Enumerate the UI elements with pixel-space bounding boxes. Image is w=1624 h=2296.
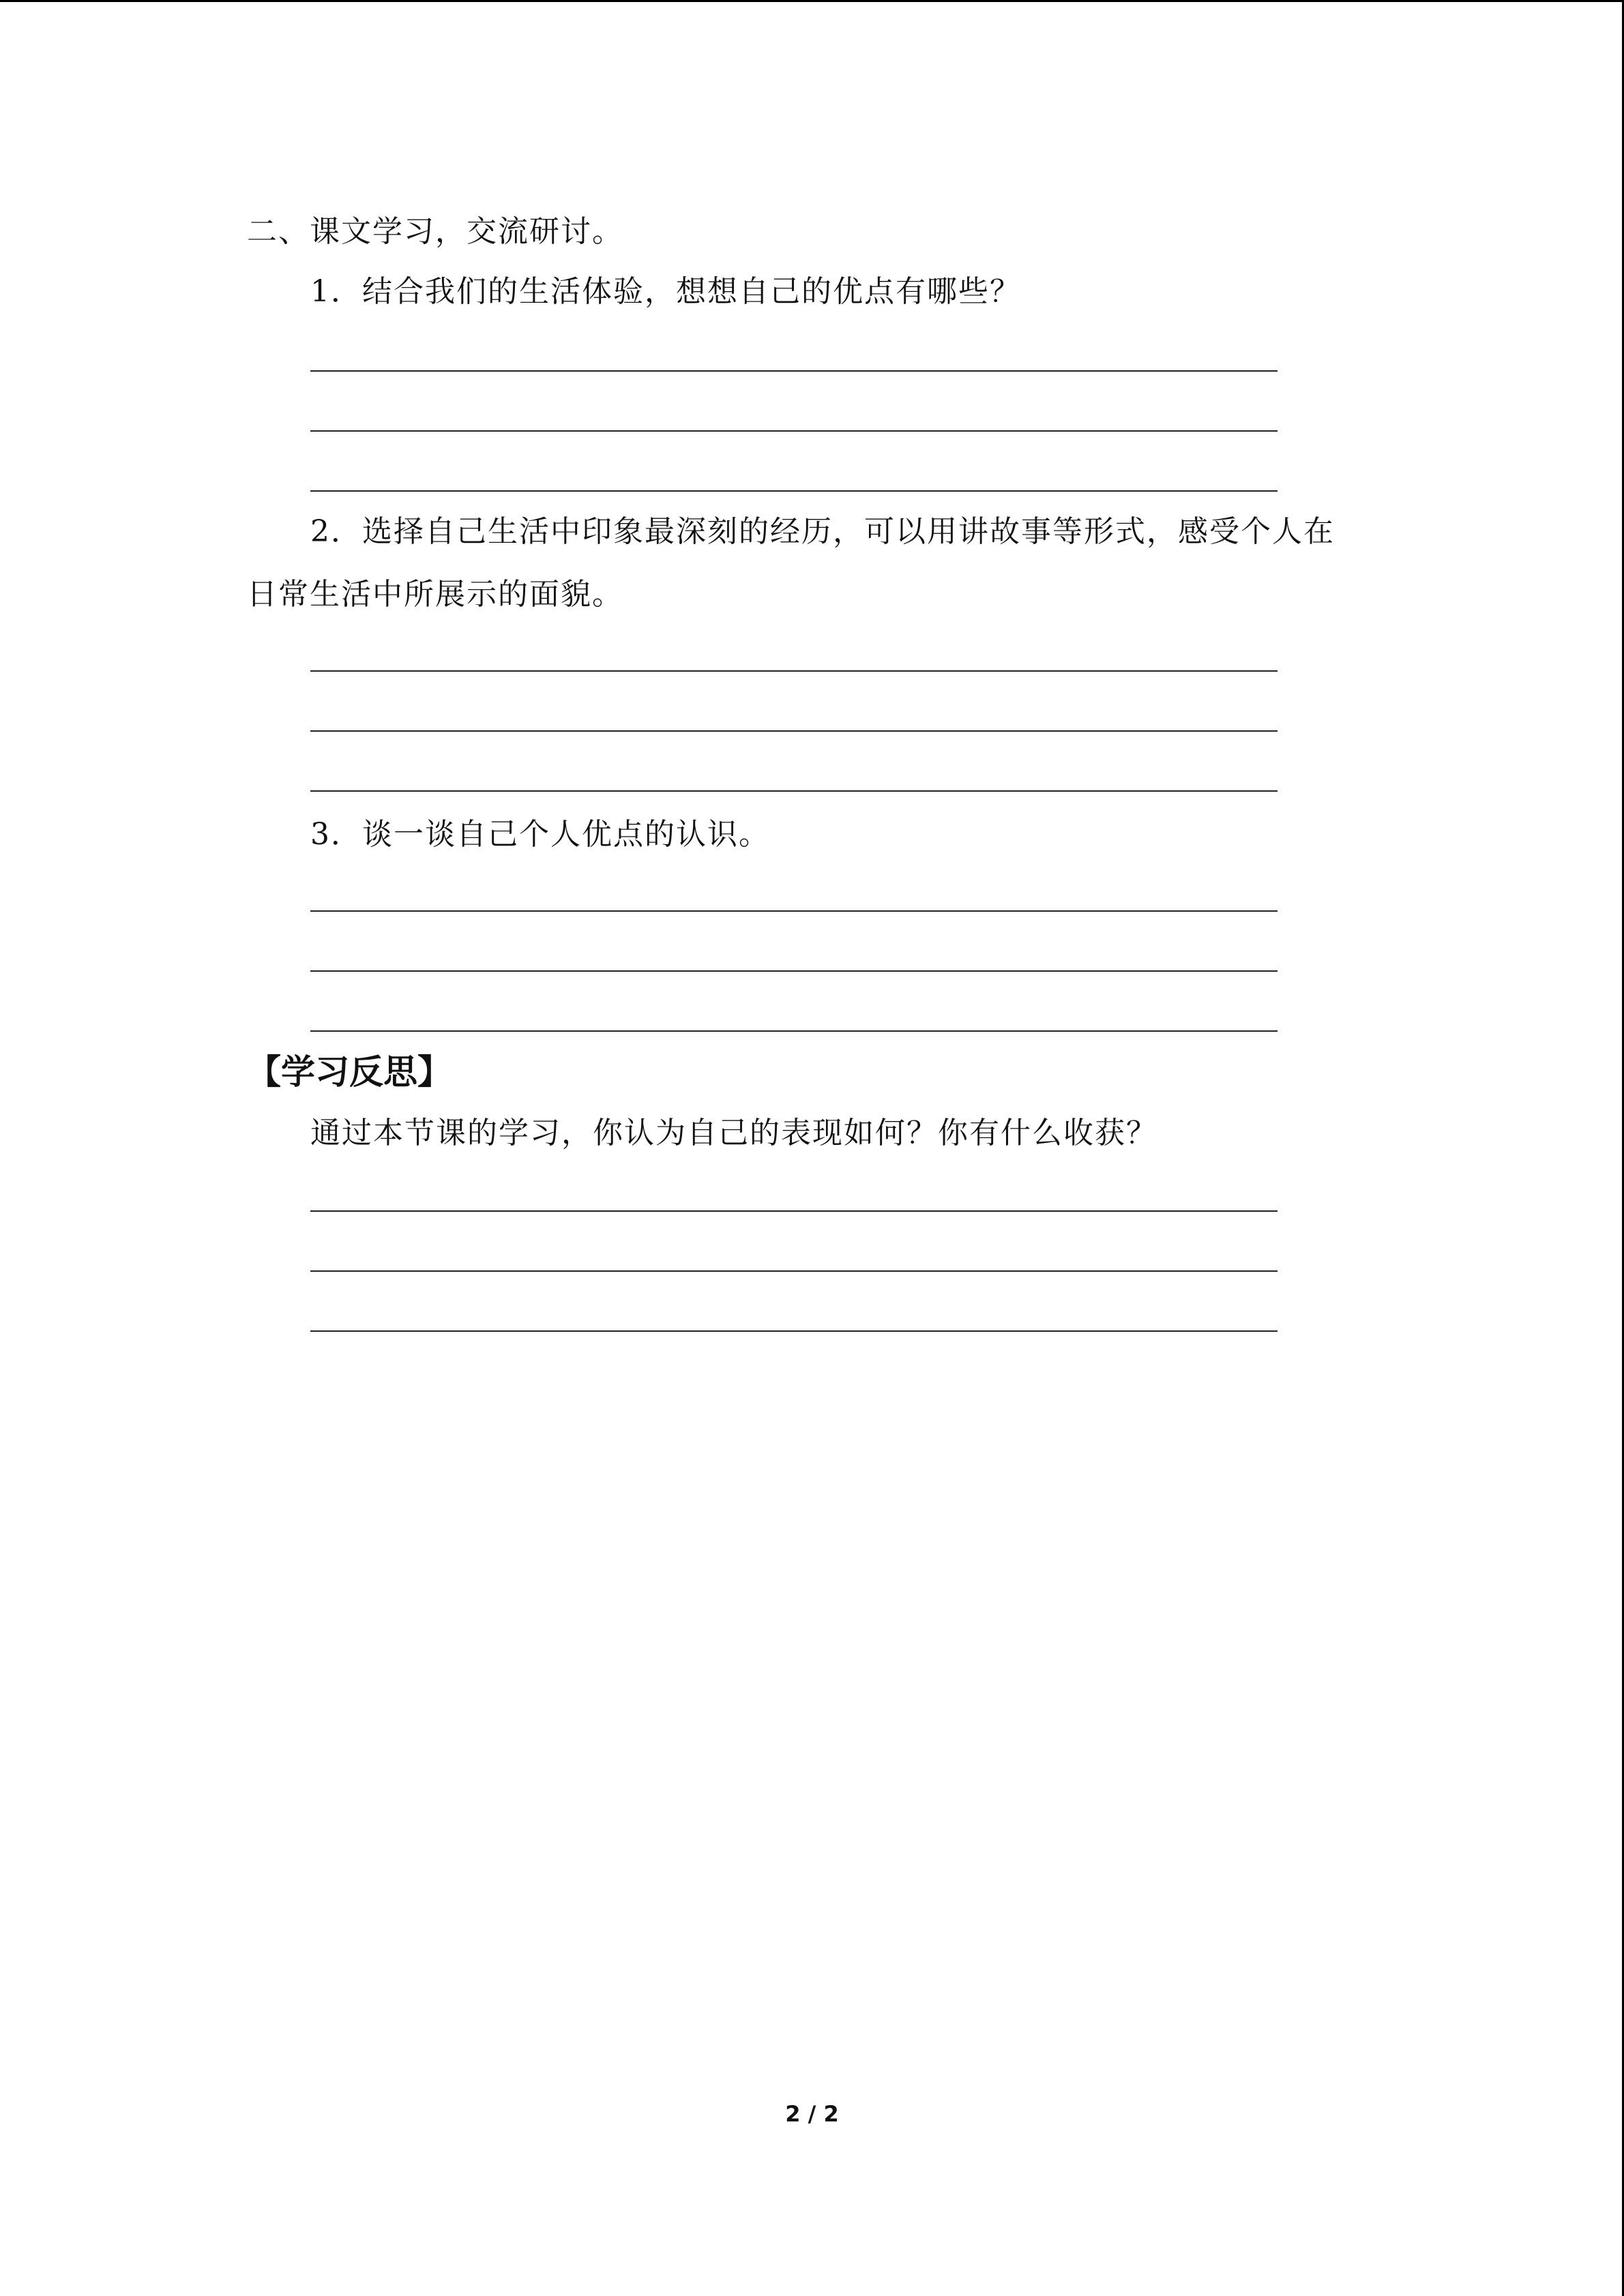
- answer-line-q2-3[interactable]: [310, 790, 1278, 792]
- answer-line-q3-3[interactable]: [310, 1030, 1278, 1032]
- answer-line-q1-3[interactable]: [310, 490, 1278, 492]
- question-2-line-2: 日常生活中所展示的面貌。: [247, 577, 623, 612]
- answer-line-reflection-2[interactable]: [310, 1270, 1278, 1272]
- answer-line-q1-1[interactable]: [310, 370, 1278, 372]
- answer-line-q3-1[interactable]: [310, 910, 1278, 912]
- section-title: 二、课文学习，交流研讨。: [247, 214, 623, 249]
- page-border-top: [0, 0, 1624, 2]
- answer-line-reflection-3[interactable]: [310, 1330, 1278, 1332]
- answer-line-reflection-1[interactable]: [310, 1210, 1278, 1212]
- question-1: 1．结合我们的生活体验，想想自己的优点有哪些？: [310, 274, 1021, 309]
- question-2-line-1: 2．选择自己生活中印象最深刻的经历，可以用讲故事等形式，感受个人在: [310, 514, 1335, 549]
- reflection-prompt: 通过本节课的学习，你认为自己的表现如何？你有什么收获？: [310, 1116, 1157, 1150]
- answer-line-q2-1[interactable]: [310, 670, 1278, 672]
- reflection-heading: 【学习反思】: [247, 1052, 452, 1092]
- answer-line-q2-2[interactable]: [310, 730, 1278, 732]
- question-3: 3．谈一谈自己个人优点的认识。: [310, 817, 770, 852]
- answer-line-q3-2[interactable]: [310, 970, 1278, 972]
- answer-line-q1-2[interactable]: [310, 430, 1278, 432]
- page-number: 2 / 2: [785, 2101, 839, 2127]
